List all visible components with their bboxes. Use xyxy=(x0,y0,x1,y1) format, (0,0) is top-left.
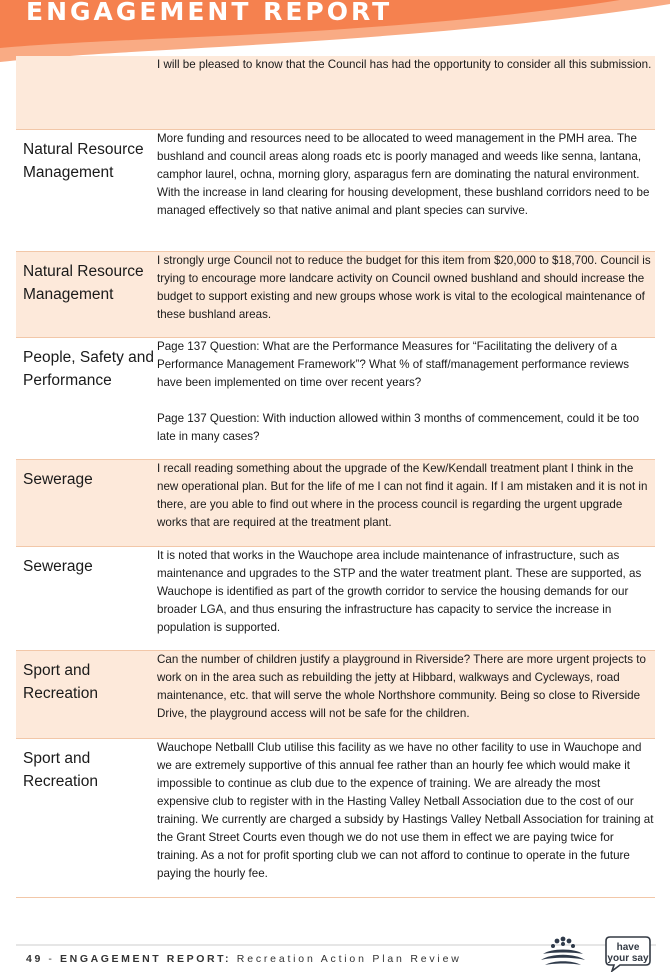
footer-separator: - xyxy=(42,953,61,965)
row-comment xyxy=(157,739,655,897)
comment-paragraph: Can the number of children justify a playground in Riverside? There are more urgent projects to work on in the area such as rebuilding the jetty at Hibbard, walkways and Cycleways, road maintenance, etc. that will serve the whole Northshore community. Being so close to Riverside Drive, the playground access will not be safe for the children. xyxy=(157,653,646,720)
submission-row xyxy=(16,252,655,338)
row-topic: Natural Resource Management xyxy=(23,263,144,303)
row-topic xyxy=(16,56,156,129)
row-comment xyxy=(157,547,655,650)
row-topic: Sport and Recreation xyxy=(23,750,98,790)
submission-row xyxy=(16,56,655,130)
submission-row xyxy=(16,739,655,898)
row-comment xyxy=(157,252,655,337)
row-topic: Sport and Recreation xyxy=(23,662,98,702)
row-comment xyxy=(157,130,655,251)
submissions-table xyxy=(16,56,655,898)
report-title: ENGAGEMENT REPORT xyxy=(26,0,393,26)
paragraph-gap xyxy=(157,392,655,410)
comment-paragraph: I will be pleased to know that the Council has had the opportunity to consider all this submission. xyxy=(157,58,652,71)
comment-paragraph: Page 137 Question: What are the Performance Measures for “Facilitating the delivery of a Performance Management Framework”? What % of staff/management performance reviews have been implemented on time over recent years? xyxy=(157,340,630,389)
row-topic: People, Safety and Performance xyxy=(23,349,154,389)
submission-row xyxy=(16,651,655,739)
footer-label: ENGAGEMENT REPORT: xyxy=(60,953,232,965)
comment-paragraph: Wauchope Netballl Club utilise this facility as we have no other facility to use in Wauchope and we are extremely supportive of this annual fee rather than an hourly fee which would make it impossible to continue as club due to the expence of training. We are already the most expensive club to register with in the Hasting Valley Netball Association due to the cost of our training. We currently are charged a subsidy by Hastings Valley Netball Association for training at the Grant Street Courts even though we do not use them in effect we are paying twice for training. As a not for profit sporting club we can not afford to continue to operate in the future paying the hourly fee. xyxy=(157,741,654,880)
have-your-say-line2: your say xyxy=(607,953,649,964)
submission-row xyxy=(16,547,655,651)
page-number: 49 xyxy=(26,953,43,965)
submission-row xyxy=(16,460,655,547)
row-comment xyxy=(157,460,655,546)
comment-paragraph: I strongly urge Council not to reduce the budget for this item from $20,000 to $18,700. Council is trying to encourage more landcare activity on Council owned bushland and should increase the budget to support existing and new groups whose work is vital to the ecological maintenance of these bushland areas. xyxy=(157,254,651,321)
row-comment xyxy=(157,651,655,738)
row-comment xyxy=(157,338,655,459)
comment-paragraph: It is noted that works in the Wauchope area include maintenance of infrastructure, such as maintenance and upgrades to the STP and the water treatment plant. These are supported, as Wauchope is identified as part of the growth corridor to service the housing demands for our broader LGA, and thus ensuring the infrastructure has capacity to service the increase in population is supported. xyxy=(157,549,642,634)
comment-paragraph: I recall reading something about the upgrade of the Kew/Kendall treatment plant I think in the new operational plan. But for the life of me I can not find it again. If I am mistaken and it is not in there, are you able to find out where in the process council is regarding the urgent upgrade works that are required at the treatment plant. xyxy=(157,462,648,529)
submission-row xyxy=(16,338,655,460)
have-your-say-line1: have xyxy=(616,942,640,953)
row-topic: Sewerage xyxy=(23,558,93,575)
have-your-say-icon xyxy=(604,934,652,972)
row-comment xyxy=(157,56,655,129)
comment-paragraph: More funding and resources need to be allocated to weed management in the PMH area. The bushland and council areas along roads etc is poorly managed and weeds like senna, lantana, camphor laurel, ochna, morning glory, asparagus fern are dominating the natural environment. With the increase in land clearing for housing development, these bushland corridors need to be managed effectively so that native animal and plant species can survive. xyxy=(157,132,650,217)
footer-caption xyxy=(26,953,462,965)
row-topic: Sewerage xyxy=(23,471,93,488)
submission-row xyxy=(16,130,655,252)
council-logo-icon xyxy=(533,936,593,970)
comment-paragraph: Page 137 Question: With induction allowed within 3 months of commencement, could it be too late in many cases? xyxy=(157,412,640,443)
row-topic: Natural Resource Management xyxy=(23,141,144,181)
footer-subtitle: Recreation Action Plan Review xyxy=(231,953,462,965)
